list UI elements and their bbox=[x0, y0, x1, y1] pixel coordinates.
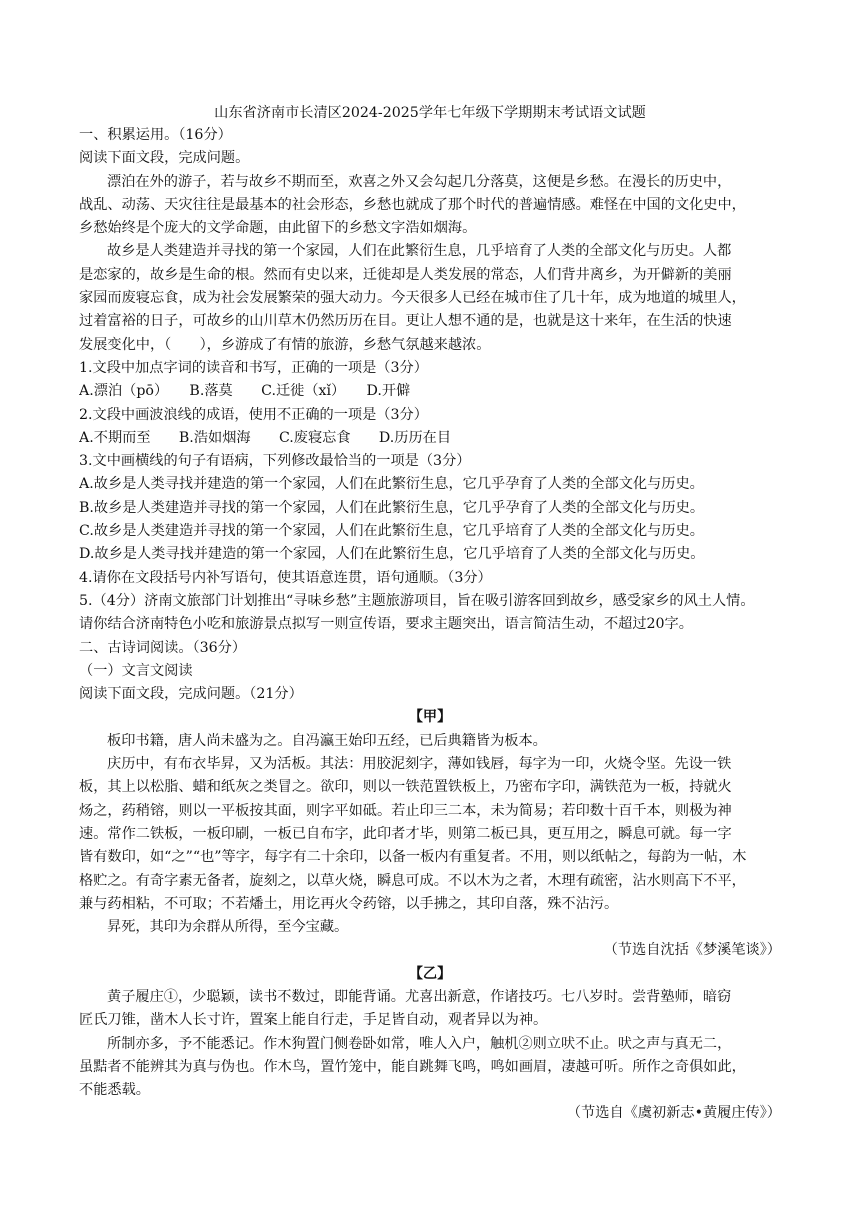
text-line: 是恋家的，故乡是生命的根。然而有史以来，迁徙却是人类发展的常态，人们背井离乡，为开僻新的美丽 bbox=[79, 266, 732, 283]
text-line: 一、积累运用。（16分） bbox=[79, 127, 232, 143]
text-line: 速。常作二铁板，一板印刷，一板已自布字，此印者才毕，则第二板已具，更互用之，瞬息可就。每一字 bbox=[79, 825, 732, 842]
text-line: B.故乡是人类建造并寻找的第一个家园，人们在此繁衍生息，它几乎孕育了人类的全部文化与历史。 bbox=[79, 499, 705, 516]
text-line: 虽黠者不能辨其为真与伪也。作木鸟，置竹笼中，能自跳舞飞鸣，鸣如画眉，凄越可听。所作之奇俱如此， bbox=[79, 1058, 746, 1075]
text-line: 阅读下面文段，完成问题。（21分） bbox=[79, 686, 303, 703]
text-line: 5.（4分）济南文旅部门计划推出“寻味乡愁”主题旅游项目，旨在吸引游客回到故乡，感受家乡的风土人情。 bbox=[79, 592, 755, 609]
text-line: 漂泊在外的游子，若与故乡不期而至，欢喜之外又会勾起几分落莫，这便是乡愁。在漫长的历史中， bbox=[107, 173, 732, 190]
text-line: 皆有数印，如“之”“也”等字，每字有二十余印，以备一板内有重复者。不用，则以纸帖之，每韵为一帖，木 bbox=[79, 849, 747, 866]
text-line: （节选自《虞初新志•黄履庄传》） bbox=[566, 1105, 781, 1122]
text-line: D.故乡是人类寻找并建造的第一个家园，人们在此繁衍生息，它几乎培育了人类的全部文化与历史。 bbox=[79, 546, 705, 563]
text-line: 【甲】 bbox=[408, 709, 452, 726]
text-line: 请你结合济南特色小吃和旅游景点拟写一则宣传语，要求主题突出，语言简洁生动，不超过20字。 bbox=[79, 616, 693, 633]
text-line: 1.文段中加点字词的读音和书写，正确的一项是（3分） bbox=[79, 359, 428, 376]
text-line: 格贮之。有奇字素无备者，旋刻之，以草火烧，瞬息可成。不以木为之者，木理有疏密，沾水则高下不平， bbox=[79, 872, 746, 889]
exam-page bbox=[79, 102, 781, 1126]
text-line: 故乡是人类建造并寻找的第一个家园，人们在此繁衍生息，几乎培育了人类的全部文化与历史。人都 bbox=[107, 243, 732, 260]
page-title: 山东省济南市长清区2024-2025学年七年级下学期期末考试语文试题 bbox=[214, 105, 646, 121]
text-line: 匠氏刀锥，凿木人长寸许，置案上能自行走，手足皆自动，观者异以为神。 bbox=[79, 1012, 548, 1029]
text-line: 家园而废寝忘食，成为社会发展繁荣的强大动力。今天很多人已经在城市住了几十年，成为地道的城里人， bbox=[79, 290, 746, 307]
text-line: A.不期而至 B.浩如烟海 C.废寝忘食 D.历历在目 bbox=[79, 429, 452, 446]
text-line: 不能悉载。 bbox=[79, 1082, 150, 1099]
text-line: 【乙】 bbox=[408, 965, 452, 982]
text-line: 炀之，药稍镕，则以一平板按其面，则字平如砥。若止印三二本，未为简易；若印数十百千本，则极为神 bbox=[79, 802, 732, 819]
text-line: 黄子履庄①，少聪颖，读书不数过，即能背诵。尤喜出新意，作诸技巧。七八岁时。尝背塾师，暗窃 bbox=[107, 988, 732, 1005]
text-line: 3.文中画横线的句子有语病，下列修改最恰当的一项是（3分） bbox=[79, 453, 471, 470]
text-line: （节选自沈括《梦溪笔谈》） bbox=[603, 942, 781, 959]
text-line: 阅读下面文段，完成问题。 bbox=[79, 150, 250, 167]
text-line: （一）文言文阅读 bbox=[79, 662, 193, 679]
text-line: 发展变化中，（ ），乡游成了有情的旅游，乡愁气氛越来越浓。 bbox=[79, 336, 491, 353]
text-line: C.故乡是人类建造并寻找的第一个家园，人们在此繁衍生息，它几乎培育了人类的全部文化与历史。 bbox=[79, 523, 704, 540]
text-line: 板，其上以松脂、蜡和纸灰之类冒之。欲印，则以一铁范置铁板上，乃密布字印，满铁范为一板，持就火 bbox=[79, 779, 732, 796]
text-line: 过着富裕的日子，可故乡的山川草木仍然历历在目。更让人想不通的是，也就是这十来年，在生活的快速 bbox=[79, 313, 732, 330]
text-line: 板印书籍，唐人尚未盛为之。自冯瀛王始印五经，已后典籍皆为板本。 bbox=[107, 732, 547, 749]
text-line: 2.文段中画波浪线的成语，使用不正确的一项是（3分） bbox=[79, 406, 428, 423]
text-line: A.漂泊（pō） B.落莫 C.迁徙（xǐ） D.开僻 bbox=[79, 383, 411, 400]
document-body bbox=[79, 124, 781, 1126]
text-line: 乡愁始终是个庞大的文学命题，由此留下的乡愁文字浩如烟海。 bbox=[79, 220, 477, 237]
text-line: 昇死，其印为余群从所得，至今宝藏。 bbox=[107, 919, 349, 936]
text-line: 二、古诗词阅读。（36分） bbox=[79, 639, 247, 656]
text-line: 庆历中，有布衣毕昇，又为活板。其法：用胶泥刻字，薄如钱唇，每字为一印，火烧令坚。先设一铁 bbox=[107, 756, 732, 773]
text-line: 4.请你在文段括号内补写语句，使其语意连贯，语句通顺。（3分） bbox=[79, 569, 492, 586]
text-line: 所制亦多，予不能悉记。作木狗置门侧卷卧如常，唯人入户，触机②则立吠不止。吠之声与真无二， bbox=[107, 1035, 732, 1052]
text-line: 兼与药相粘，不可取；不若燔土，用讫再火令药镕，以手拂之，其印自落，殊不沾污。 bbox=[79, 895, 619, 912]
text-line: 战乱、动荡、天灾往往是最基本的社会形态，乡愁也就成了那个时代的普遍情感。难怪在中国的文化史中， bbox=[79, 196, 746, 213]
text-line: A.故乡是人类寻找并建造的第一个家园，人们在此繁衍生息，它几乎孕育了人类的全部文化与历史。 bbox=[79, 476, 704, 493]
